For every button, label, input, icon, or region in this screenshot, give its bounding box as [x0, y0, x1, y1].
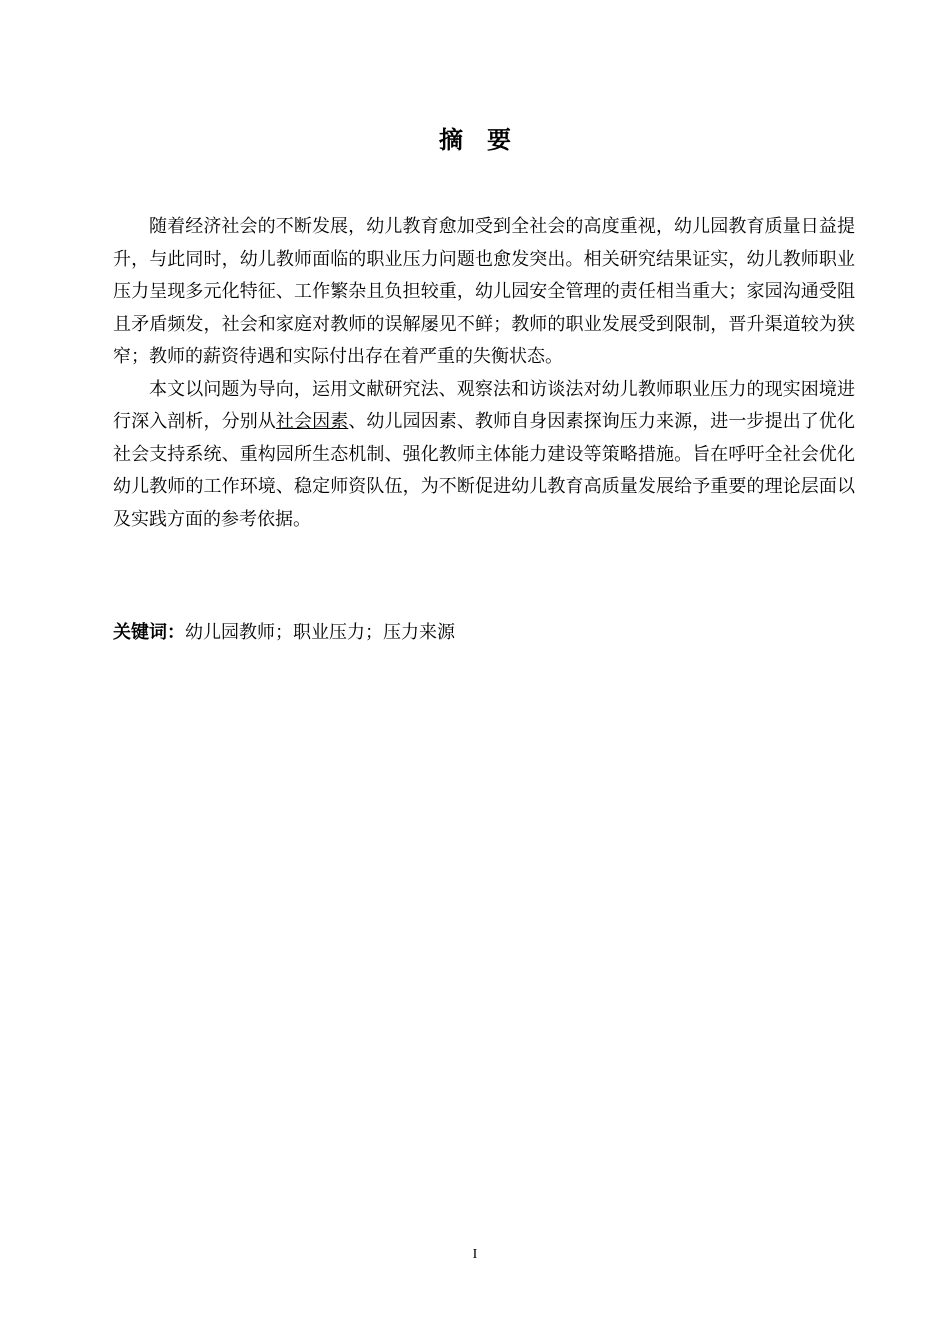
keywords-line: [113, 617, 855, 649]
paragraph-2-text-end: 、幼儿园因素、教师自身因素探询压力来源，进一步提出了优化社会支持系统、重构园所生态机制、强化教师主体能力建设等策略措施。旨在呼吁全社会优化幼儿教师的工作环境、稳定师资队伍，为不断促进幼儿教育高质量发展给予重要的理论层面以及实践方面的参考依据。: [113, 411, 856, 530]
title-char-1: 摘: [439, 126, 463, 154]
abstract-body: [113, 211, 855, 536]
title-char-2: 要: [487, 126, 511, 154]
page-title: [0, 120, 950, 160]
page-number: I: [472, 1247, 478, 1262]
abstract-paragraph-2: [113, 374, 855, 537]
abstract-paragraph-1: 随着经济社会的不断发展，幼儿教育愈加受到全社会的高度重视，幼儿园教育质量日益提升，与此同时，幼儿教师面临的职业压力问题也愈发突出。相关研究结果证实，幼儿教师职业压力呈现多元化特征、工作繁杂且负担较重，幼儿园安全管理的责任相当重大；家园沟通受阻且矛盾频发，社会和家庭对教师的误解屡见不鲜；教师的职业发展受到限制，晋升渠道较为狭窄；教师的薪资待遇和实际付出存在着严重的失衡状态。: [113, 216, 855, 367]
keywords-label: 关键词：: [113, 622, 185, 643]
keywords-text: 幼儿园教师；职业压力；压力来源: [185, 622, 455, 643]
paragraph-2-text-start: 本文以问题为导向，运用文献研究法、观察法和访谈法对幼儿教师职业压力的现实困境进行深入剖析，分别从: [113, 378, 855, 432]
underlined-term: 社会因素: [275, 411, 349, 432]
